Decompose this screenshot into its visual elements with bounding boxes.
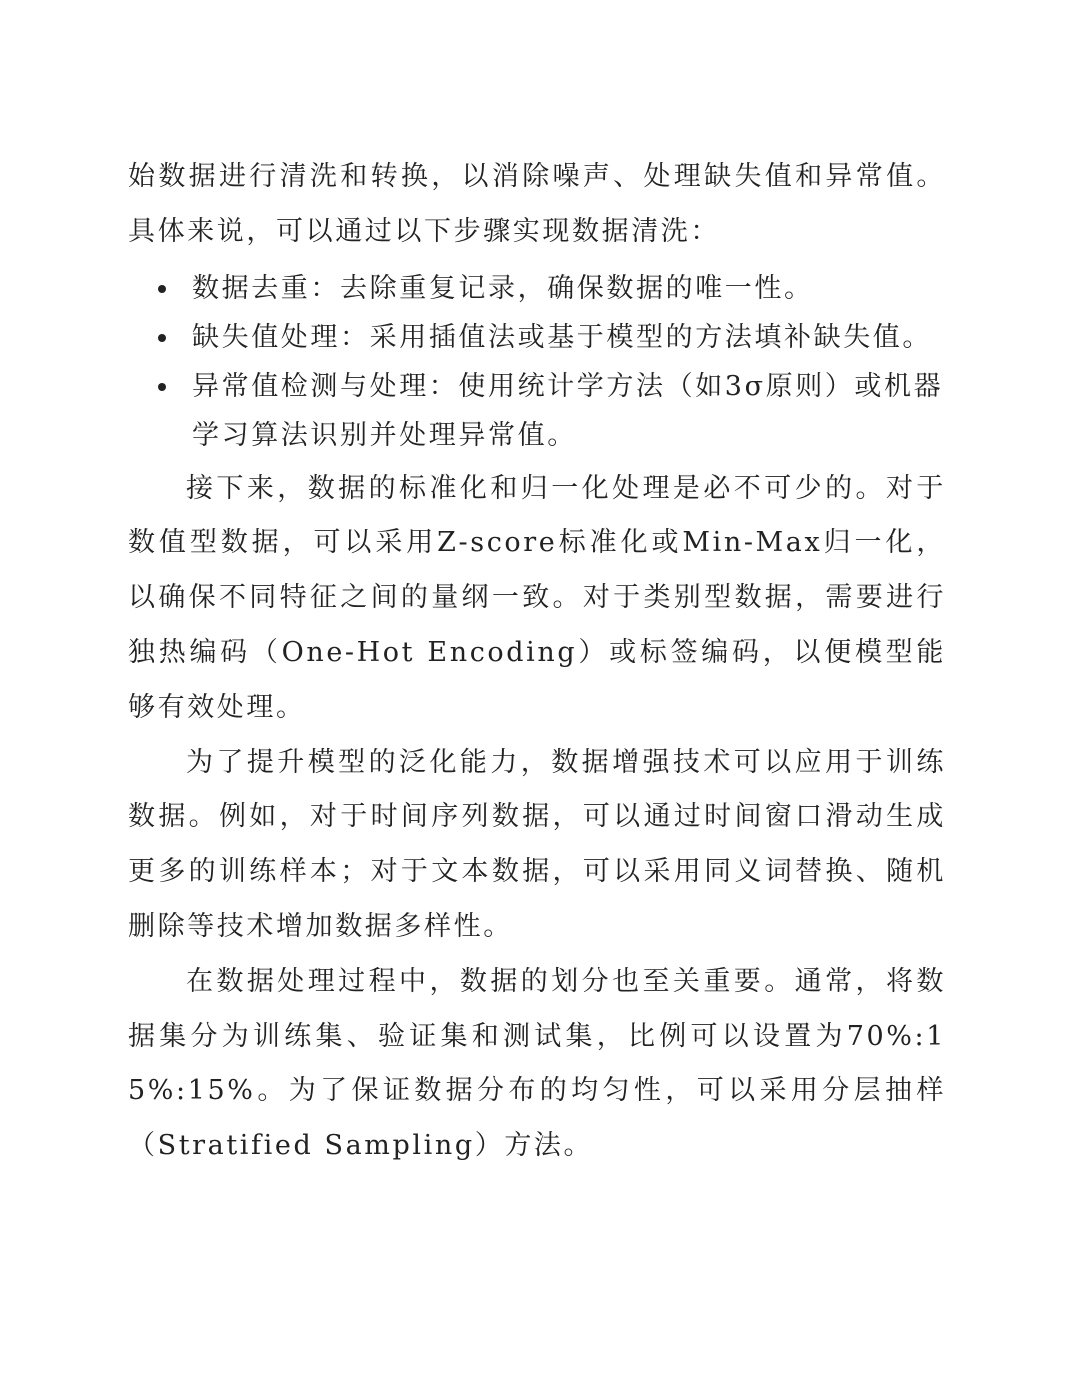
bullet-icon: [158, 334, 166, 342]
list-item-text: 异常值检测与处理：使用统计学方法（如3σ原则）或机器学习算法识别并处理异常值。: [192, 370, 944, 451]
cleaning-steps-list: [128, 264, 946, 460]
document-page: [128, 150, 946, 1174]
paragraph-intro: 始数据进行清洗和转换，以消除噪声、处理缺失值和异常值。具体来说，可以通过以下步骤实现数据清洗：: [128, 161, 946, 247]
list-item: [128, 362, 946, 460]
list-item-text: 数据去重：去除重复记录，确保数据的唯一性。: [192, 272, 814, 304]
paragraph-augmentation: 为了提升模型的泛化能力，数据增强技术可以应用于训练数据。例如，对于时间序列数据，可以通过时间窗口滑动生成更多的训练样本；对于文本数据，可以采用同义词替换、随机删除等技术增加数据多样性。: [128, 746, 946, 942]
bullet-icon: [158, 383, 166, 391]
list-item: [128, 313, 946, 362]
list-item-text: 缺失值处理：采用插值法或基于模型的方法填补缺失值。: [192, 321, 932, 353]
bullet-icon: [158, 285, 166, 293]
list-item: [128, 264, 946, 313]
paragraph-data-split: 在数据处理过程中，数据的划分也至关重要。通常，将数据集分为训练集、验证集和测试集，比例可以设置为70%:15%:15%。为了保证数据分布的均匀性，可以采用分层抽样（Stratified Sampling）方法。: [128, 965, 946, 1162]
paragraph-normalization: 接下来，数据的标准化和归一化处理是必不可少的。对于数值型数据，可以采用Z-score标准化或Min-Max归一化，以确保不同特征之间的量纲一致。对于类别型数据，需要进行独热编码（One-Hot Encoding）或标签编码，以便模型能够有效处理。: [128, 472, 946, 723]
